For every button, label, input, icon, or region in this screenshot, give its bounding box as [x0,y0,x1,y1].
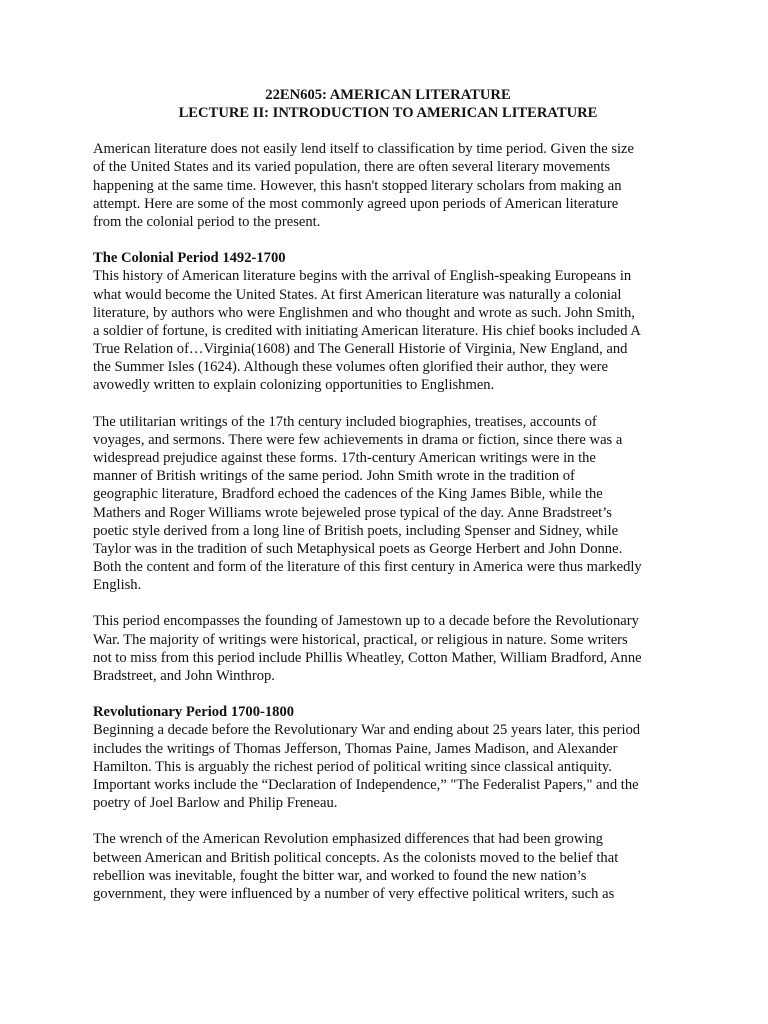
text-line: avowedly written to explain colonizing opportunities to Englishmen. [93,377,495,394]
text-line: government, they were influenced by a number of very effective political writers, such as [93,885,615,902]
colonial-paragraph-1 [93,249,683,394]
text-line: Bradstreet, and John Winthrop. [93,667,275,684]
text-line: of the United States and its varied population, there are often several literary movements [93,159,611,176]
text-line: Both the content and form of the literature of this first century in America were thus markedly [93,558,642,575]
text-line: from the colonial period to the present. [93,213,321,230]
text-line: not to miss from this period include Phillis Wheatley, Cotton Mather, William Bradford, Anne [93,649,642,666]
text-line: War. The majority of writings were historical, practical, or religious in nature. Some writers [93,631,628,648]
colonial-period-heading: The Colonial Period 1492-1700 [93,250,286,267]
text-line: Beginning a decade before the Revolutionary War and ending about 25 years later, this period [93,722,641,739]
text-line: attempt. Here are some of the most commonly agreed upon periods of American literature [93,195,619,212]
text-line: what would become the United States. At first American literature was naturally a colonial [93,286,622,303]
text-line: a soldier of fortune, is credited with initiating American literature. His chief books included A [93,322,641,339]
text-line: This period encompasses the founding of Jamestown up to a decade before the Revolutionary [93,613,639,630]
text-line: literature, by authors who were Englishmen and who thought and wrote as such. John Smith, [93,304,635,321]
text-line: geographic literature, Bradford echoed the cadences of the King James Bible, while the [93,486,603,503]
course-title: 22EN605: AMERICAN LITERATURE [265,87,511,103]
text-line: Important works include the “Declaration of Independence,” "The Federalist Papers," and the [93,776,639,793]
text-line: between American and British political concepts. As the colonists moved to the belief that [93,849,619,866]
colonial-paragraph-2 [93,413,683,595]
text-line: Mathers and Roger Williams wrote bejeweled prose typical of the day. Anne Bradstreet’s [93,504,612,521]
revolutionary-paragraph-1 [93,703,683,812]
text-line: poetry of Joel Barlow and Philip Freneau. [93,795,338,812]
text-line: The utilitarian writings of the 17th century included biographies, treatises, accounts of [93,413,597,430]
text-line: Taylor was in the tradition of such Metaphysical poets as George Herbert and John Donne. [93,540,623,557]
text-line: poetic style derived from a long line of British poets, including Spenser and Sidney, while [93,522,619,539]
text-line: English. [93,577,142,594]
text-line: True Relation of…Virginia(1608) and The Generall Historie of Virginia, New England, and [93,341,628,358]
intro-paragraph [93,140,683,231]
text-line: American literature does not easily lend itself to classification by time period. Given the size [93,141,635,158]
revolutionary-period-heading: Revolutionary Period 1700-1800 [93,704,295,721]
document-title [93,86,683,122]
text-line: rebellion was inevitable, fought the bitter war, and worked to found the new nation’s [93,867,587,884]
text-line: voyages, and sermons. There were few achievements in drama or fiction, since there was a [93,431,623,448]
text-line: the Summer Isles (1624). Although these volumes often glorified their author, they were [93,359,608,376]
colonial-paragraph-3 [93,612,683,685]
text-line: widespread prejudice against these forms. 17th-century American writings were in the [93,450,596,467]
revolutionary-paragraph-2 [93,830,683,903]
document-page [93,86,683,921]
text-line: includes the writings of Thomas Jefferson, Thomas Paine, James Madison, and Alexander [93,740,618,757]
lecture-title: LECTURE II: INTRODUCTION TO AMERICAN LITERATURE [178,105,598,122]
text-line: The wrench of the American Revolution emphasized differences that had been growing [93,831,603,848]
text-line: happening at the same time. However, this hasn't stopped literary scholars from making an [93,177,622,194]
text-line: Hamilton. This is arguably the richest period of political writing since classical antiquity. [93,758,612,775]
text-line: manner of British writings of the same period. John Smith wrote in the tradition of [93,468,575,485]
text-line: This history of American literature begins with the arrival of English-speaking Europeans in [93,268,632,285]
